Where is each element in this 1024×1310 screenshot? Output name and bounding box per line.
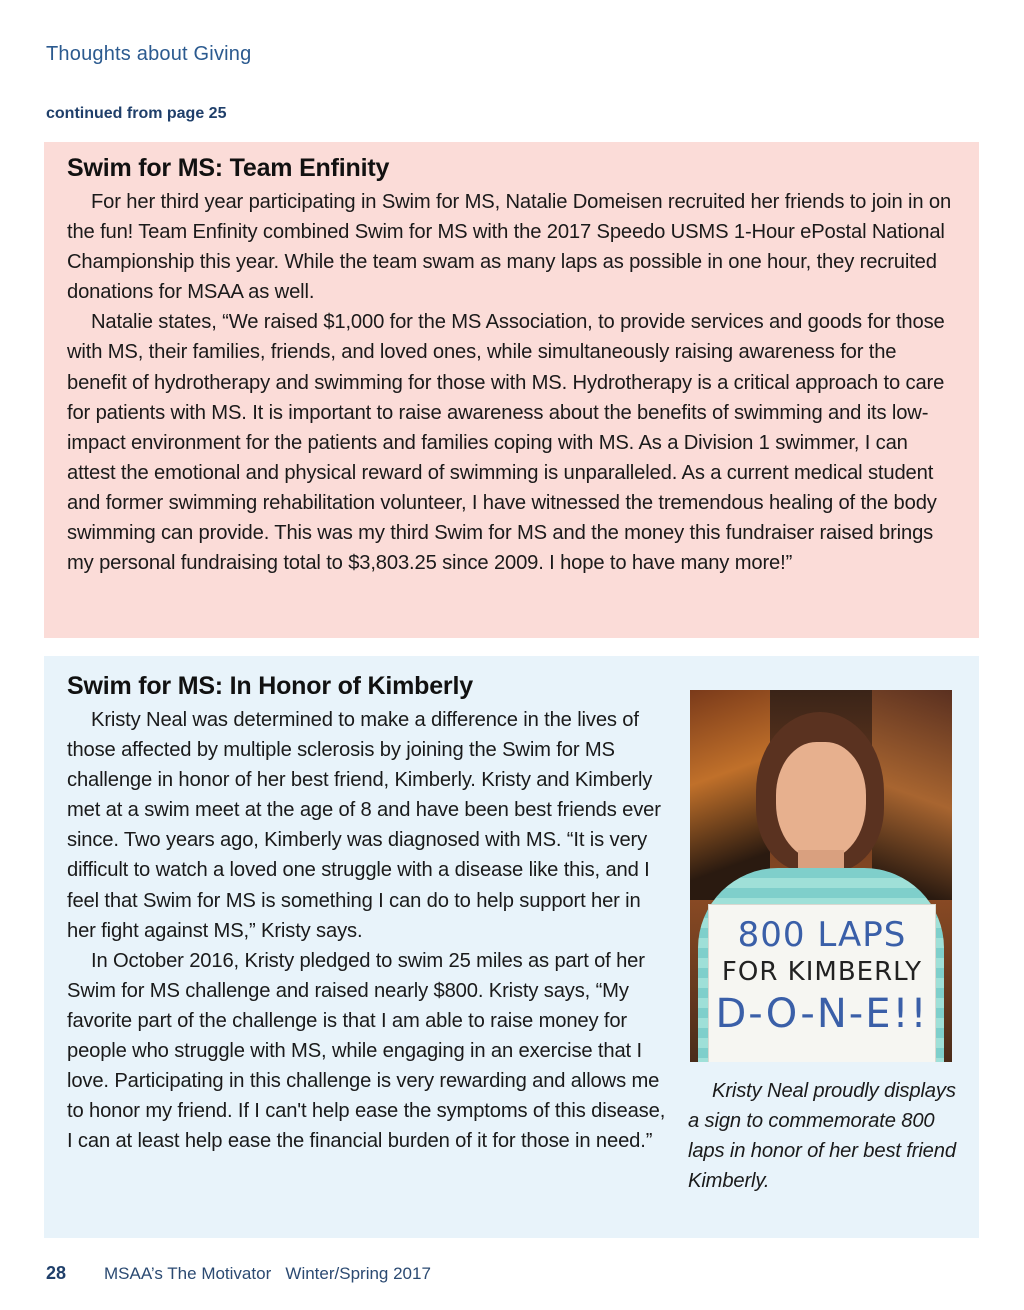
publication-info: MSAA’s The Motivator Winter/Spring 2017	[104, 1264, 431, 1283]
continued-note: continued from page 25	[46, 105, 227, 122]
article-team-enfinity	[44, 142, 979, 638]
page-footer	[46, 1263, 431, 1284]
photo-caption: Kristy Neal proudly displays a sign to commemorate 800 laps in honor of her best friend Kimberly.	[688, 1080, 956, 1193]
article-honor-kimberly	[44, 656, 979, 1238]
kristy-photo	[690, 690, 952, 1062]
section-title: Thoughts about Giving	[46, 43, 252, 65]
photo-background-art	[872, 690, 952, 900]
article-paragraph: Kristy Neal was determined to make a difference in the lives of those affected by multiple sclerosis by joining the Swim for MS challenge in honor of her best friend, Kimberly. Kristy and Kimberly met at a swim meet at the age of 8 and have been best friends ever since. Two years ago, Kimberly was diagnosed with MS. “It is very difficult to watch a loved one struggle with a disease like this, and I feel that Swim for MS is something I can do to help support her in her fight against MS,” Kristy says.	[67, 709, 661, 942]
sign-line: FOR KIMBERLY	[721, 957, 923, 987]
photo-face	[776, 742, 866, 860]
sign-line: 800 LAPS	[737, 915, 907, 955]
article-paragraph: Natalie states, “We raised $1,000 for the MS Association, to provide services and goods for those with MS, their families, friends, and loved ones, while simultaneously raising awareness for the benefit of hydrotherapy and swimming for those with MS. Hydrotherapy is a critical approach to care for patients with MS. It is important to raise awareness about the benefits of swimming and its low-impact environment for the patients and families coping with MS. As a Division 1 swimmer, I can attest the emotional and physical reward of swimming is unparalleled. As a current medical student and former swimming rehabilitation volunteer, I have witnessed the tremendous healing of the body swimming can provide. This was my third Swim for MS and the money this fundraiser raised brings my personal fundraising total to $3,803.25 since 2009. I hope to have many more!”	[67, 311, 945, 575]
article-title: Swim for MS: In Honor of Kimberly	[67, 672, 473, 700]
article-body	[67, 672, 667, 1156]
page-number: 28	[46, 1263, 67, 1283]
article-paragraph: In October 2016, Kristy pledged to swim 25 miles as part of her Swim for MS challenge and raised nearly $800. Kristy says, “My favorite part of the challenge is that I am able to raise money for people who struggle with MS, while engaging in an exercise that I love. Participating in this challenge is very rewarding and allows me to honor my friend. If I can't help ease the symptoms of this disease, I can at least help ease the financial burden of it for those in need.”	[67, 949, 666, 1153]
sign-line: D-O-N-E!!	[715, 991, 929, 1037]
photo-sign	[708, 904, 936, 1062]
article-paragraph: For her third year participating in Swim for MS, Natalie Domeisen recruited her friends to join in on the fun! Team Enfinity combined Swim for MS with the 2017 Speedo USMS 1-Hour ePostal National Championship this year. While the team swam as many laps as possible in one hour, they recruited donations for MSAA as well.	[67, 191, 952, 304]
article-title: Swim for MS: Team Enfinity	[67, 154, 390, 182]
